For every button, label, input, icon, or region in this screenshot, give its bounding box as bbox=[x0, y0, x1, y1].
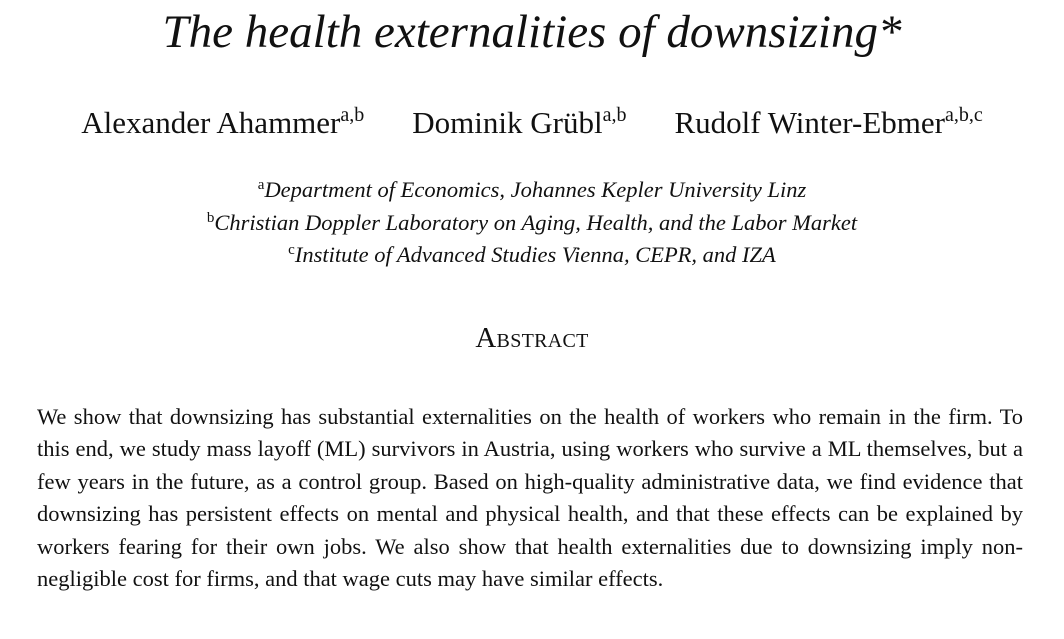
author bbox=[412, 104, 626, 141]
affiliation-mark: a bbox=[257, 176, 265, 193]
affiliation-text: Christian Doppler Laboratory on Aging, Health, and the Labor Market bbox=[214, 209, 858, 235]
affiliation-text: Institute of Advanced Studies Vienna, CEPR, and IZA bbox=[294, 242, 776, 267]
author-name: Rudolf Winter-Ebmer bbox=[674, 105, 945, 140]
affiliation-text: Department of Economics, Johannes Kepler University Linz bbox=[264, 177, 807, 202]
paper-title: The health externalities of downsizing* bbox=[162, 6, 902, 58]
affiliation-mark: b bbox=[206, 209, 215, 226]
affiliation-list bbox=[0, 174, 1064, 272]
author-list bbox=[0, 104, 1064, 141]
affiliation bbox=[0, 174, 1064, 207]
abstract-heading: Abstract bbox=[475, 322, 589, 354]
author bbox=[81, 104, 364, 141]
author bbox=[674, 104, 982, 141]
author-affiliation-marks: a,b,c bbox=[944, 104, 983, 126]
author-affiliation-marks: a,b bbox=[602, 104, 627, 126]
author-name: Dominik Grübl bbox=[412, 105, 603, 140]
author-affiliation-marks: a,b bbox=[340, 104, 365, 126]
author-name: Alexander Ahammer bbox=[81, 105, 341, 140]
affiliation-mark: c bbox=[288, 241, 295, 258]
affiliation bbox=[0, 239, 1064, 272]
affiliation bbox=[0, 207, 1064, 240]
abstract-text: We show that downsizing has substantial externalities on the health of workers who remain in the firm. To this end, we study mass layoff (ML) survivors in Austria, using workers who survive a ML themselves, but a few years in the future, as a control group. Based on high-quality administrative data, we find evidence that downsizing has persistent effects on mental and physical health, and that these effects can be explained by workers fearing for their own jobs. We also show that health externalities due to downsizing imply non-negligible cost for firms, and that wage cuts may have similar effects. bbox=[37, 404, 1023, 592]
